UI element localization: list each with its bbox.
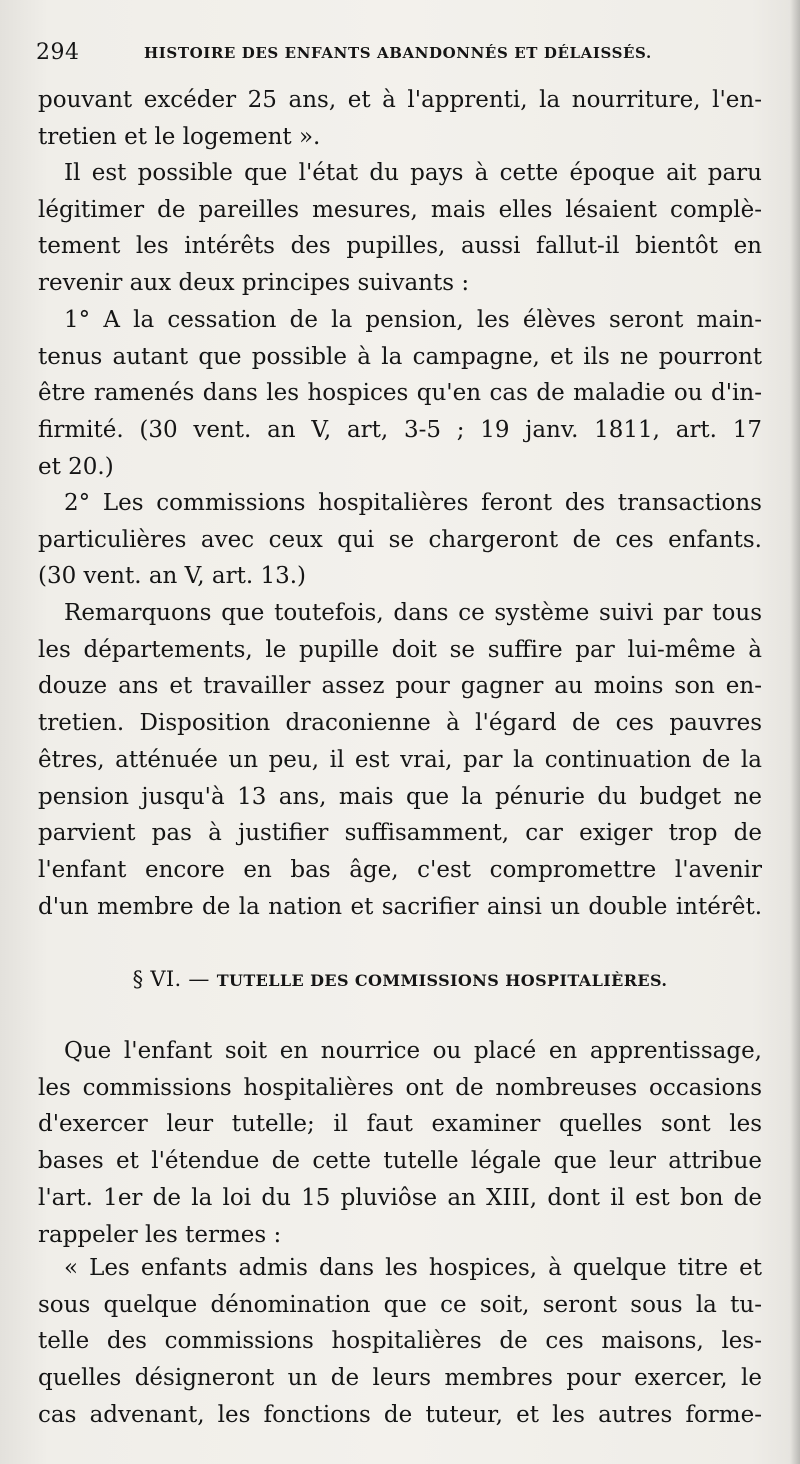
text-line: d'un membre de la nation et sacrifier ainsi un double intérêt. — [38, 893, 762, 920]
text-line: l'art. 1er de la loi du 15 pluviôse an XIII, dont il est bon de — [38, 1184, 762, 1211]
text-line: les départements, le pupille doit se suffire par lui-même à — [38, 636, 762, 663]
paragraph-tutelle — [38, 1033, 762, 1253]
text-line: firmité. (30 vent. an V, art, 3-5 ; 19 janv. 1811, art. 17 — [38, 417, 762, 444]
text-line: être ramenés dans les hospices qu'en cas de maladie ou d'in- — [38, 380, 762, 407]
text-line: et 20.) — [38, 453, 114, 480]
text-line: sous quelque dénomination que ce soit, seront sous la tu- — [38, 1291, 762, 1318]
text-line: bases et l'étendue de cette tutelle légale que leur attribue — [38, 1148, 762, 1175]
text-line: cas advenant, les fonctions de tuteur, et les autres forme- — [38, 1401, 762, 1428]
text-line: légitimer de pareilles mesures, mais elles lésaient complè- — [38, 196, 762, 223]
text-line: parvient pas à justifier suffisamment, car exiger trop de — [38, 820, 762, 847]
text-line: tretien et le logement ». — [38, 123, 321, 150]
text-line: 2° Les commissions hospitalières feront des transactions — [64, 490, 762, 516]
text-line: douze ans et travailler assez pour gagner au moins son en- — [38, 673, 762, 700]
text-line: tement les intérêts des pupilles, aussi fallut-il bientôt en — [38, 233, 762, 260]
text-line: telle des commissions hospitalières de ces maisons, les- — [38, 1328, 762, 1355]
section-heading — [38, 967, 762, 991]
text-line: tretien. Disposition draconienne à l'égard de ces pauvres — [38, 710, 762, 737]
text-line: quelles désigneront un de leurs membres pour exercer, le — [38, 1365, 762, 1392]
text-line: rappeler les termes : — [38, 1221, 282, 1248]
paragraph-remarquons — [38, 595, 762, 925]
text-line: d'exercer leur tutelle; il faut examiner quelles sont les — [38, 1111, 762, 1138]
paragraph-quotation — [38, 1250, 762, 1434]
text-line: particulières avec ceux qui se chargeront de ces enfants. — [38, 526, 762, 553]
text-line: pension jusqu'à 13 ans, mais que la pénurie du budget ne — [38, 783, 762, 810]
text-line: Que l'enfant soit en nourrice ou placé en apprentissage, — [64, 1038, 762, 1064]
text-line: (30 vent. an V, art. 13.) — [38, 563, 307, 590]
text-line: tenus autant que possible à la campagne, et ils ne pourront — [38, 343, 762, 370]
paragraph-continuation — [38, 82, 762, 155]
text-line: pouvant excéder 25 ans, et à l'apprenti, la nourriture, l'en- — [38, 87, 762, 113]
running-title: HISTOIRE DES ENFANTS ABANDONNÉS ET DÉLAISSÉS. — [144, 44, 652, 62]
text-line: « Les enfants admis dans les hospices, à quelque titre et — [64, 1255, 762, 1281]
section-number: § VI. — — [132, 967, 210, 991]
paragraph-principle-1 — [38, 302, 762, 486]
text-line: Remarquons que toutefois, dans ce système suivi par tous — [64, 600, 762, 626]
text-line: revenir aux deux principes suivants : — [38, 270, 470, 297]
section-title: TUTELLE DES COMMISSIONS HOSPITALIÈRES. — [216, 971, 668, 990]
paragraph-state-of-country — [38, 155, 762, 302]
text-line: 1° A la cessation de la pension, les élèves seront main- — [64, 307, 762, 333]
paragraph-principle-2 — [38, 485, 762, 595]
text-line: êtres, atténuée un peu, il est vrai, par la continuation de la — [38, 746, 762, 773]
text-line: les commissions hospitalières ont de nombreuses occasions — [38, 1074, 762, 1101]
page-number: 294 — [36, 40, 80, 65]
text-line: l'enfant encore en bas âge, c'est compromettre l'avenir — [38, 856, 762, 883]
running-head — [36, 38, 766, 72]
text-line: Il est possible que l'état du pays à cette époque ait paru — [64, 160, 762, 186]
